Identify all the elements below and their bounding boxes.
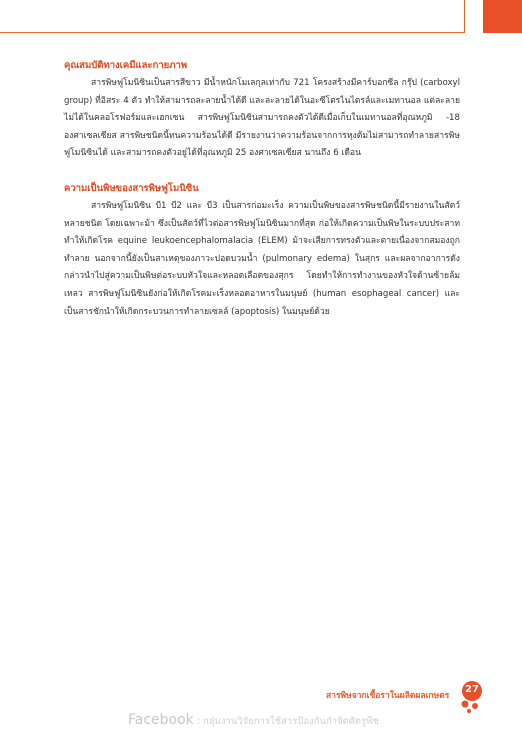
watermark-brand: Facebook — [128, 712, 194, 728]
facebook-watermark — [128, 712, 379, 729]
section-heading: ความเป็นพิษของสารพิษฟูโมนิซิน — [64, 182, 199, 194]
header-tab — [464, 0, 483, 33]
running-footer-title: สารพิษจากเชื้อราในผลิตผลเกษตร — [326, 691, 450, 701]
header-accent-block — [483, 0, 522, 33]
header-rule — [0, 32, 464, 33]
page-content — [64, 58, 460, 321]
section-heading: คุณสมบัติทางเคมีและกายภาพ — [64, 60, 188, 71]
section-paragraph: สารพิษฟูโมนิซิน บี1 บี2 และ บี3 เป็นสารก่อมะเร็ง ความเป็นพิษของสารพิษชนิดนี้มีรายงานในสัตว์หลายชนิด โดยเฉพาะม้า ซึ่งเป็นสัตว์ที่ไวต่อสารพิษฟูโมนิซินมากที่สุด ก่อให้เกิดความเป็นพิษในระบบประสาท ทำให้เกิดโรค equine leukoencephalomalacia (ELEM) ม้าจะเสียการทรงตัวและตายเนื่องจากสมองถูกทำลาย นอกจากนี้ยังเป็นสาเหตุของภาวะปอดบวมน้ำ (pulmonary edema) ในสุกร และผลจากอาการดังกล่าวนำไปสู่ความเป็นพิษต่อระบบหัวใจและหลอดเลือดของสุกร โดยทำให้การทำงานของหัวใจด้านซ้ายล้มเหลว สารพิษฟูโมนิซินยังก่อให้เกิดโรคมะเร็งหลอดอาหารในมนุษย์ (human esophageal cancer) และเป็นสารชักนำให้เกิดกระบวนการทำลายเซลล์ (apoptosis) ในมนุษย์ด้วย — [64, 200, 460, 317]
watermark-text: : กลุ่มงานวิจัยการใช้สารป้องกันกำจัดศัตรูพืช — [193, 716, 379, 727]
section-physical-chemical — [64, 58, 460, 163]
section-toxicity — [64, 181, 460, 321]
section-paragraph: สารพิษฟูโมนิซินเป็นสารสีขาว มีน้ำหนักโมเลกุลเท่ากับ 721 โครงสร้างมีคาร์บอกซีล กรุ๊ป (carboxyl group) ที่อิสระ 4 ตัว ทำให้สามารถละลายน้ำได้ดี และละลายได้ในอะซีโตรไนไตรล์และเมทานอล แต่ละลายไม่ได้ในคลอโรฟอร์มและเฮกเซน สารพิษฟูโมนิซินสามารถคงตัวได้ดีเมื่อเก็บในเมทานอลที่อุณหภูมิ -18 องศาเซลเซียส สารพิษชนิดนี้ทนความร้อนได้ดี มีรายงานว่าความร้อนจากการหุงต้มไม่สามารถทำลายสารพิษฟูโมนิซินได้ และสามารถคงตัวอยู่ได้ที่อุณหภูมิ 25 องศาเซลเซียส นานถึง 6 เดือน — [64, 78, 460, 159]
page-number: 27 — [465, 684, 479, 695]
